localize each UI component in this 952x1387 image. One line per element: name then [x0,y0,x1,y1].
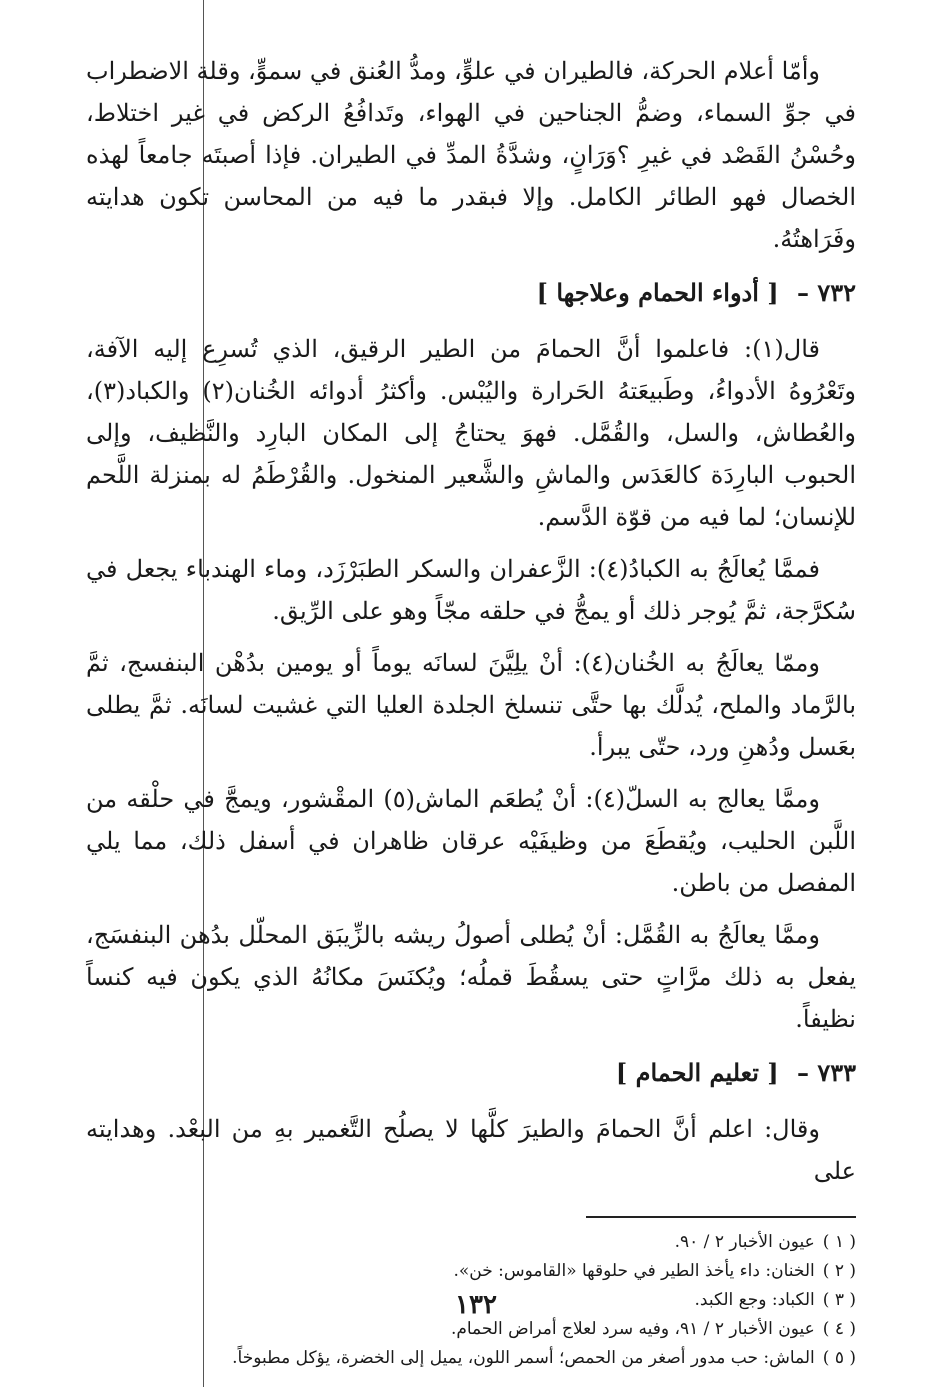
paragraph-flight-signs: وأمّا أعلام الحركة، فالطيران في علوٍّ، ومدُّ العُنق في سموٍّ، وقلة الاضطراب في جوِّ السماء، وضمُّ الجناحين في الهواء، وتَدافُعُ الركض في غير اختلاط، وحُسْنُ القَصْد في غيرِ ؟وَرَانٍ، وشدَّةُ المدِّ في الطيران. فإذا أصبتَه جامعاً لهذه الخصال فهو الطائر الكامل. وإلا فبقدر ما فيه من المحاسن تكون هدايته وفَرَاهتُهُ. [86,57,856,253]
section-title: [ أدواء الحمام وعلاجها ] [536,278,779,307]
footnote: ( ٤ )عيون الأخبار ٢ / ٩١، وفيه سرد لعلاج أمراض الحمام. [450,1319,856,1339]
section-heading-732 [86,272,856,314]
paragraph-sill-treatment: وممَّا يعالج به السلّ(٤): أنْ يُطعَم الماش(٥) المقْشور، ويمجَّ في حلْقه من اللَّبن الحليب، ويُقطَعَ من وظيفَيْه عرقان ظاهران في أسفل ذلك، مما يلي المفصل من باطن. [86,785,856,897]
section-number: ٧٣٢ – [796,278,856,307]
section-heading-733 [86,1052,856,1094]
paragraph-lice-treatment: وممَّا يعالَجُ به القُمَّل: أنْ يُطلى أصولُ ريشه بالزِّيبَق المحلّل بدُهن البنفسَج، يفعل به ذلك مرَّاتٍ حتى يسقُطَ قملُه؛ ويُكنَسَ مكانُهُ الذي يكون فيه كنساً نظيفاً. [86,921,856,1033]
footnote: ( ١ )عيون الأخبار ٢ / ٩٠. [674,1232,856,1252]
paragraph-training: وقال: اعلم أنَّ الحمامَ والطيرَ كلَّها لا يصلُح التَّغمير بهِ من البعْد. وهدايته على [86,1115,856,1185]
paragraph-kubad-treatment: فممَّا يُعالَجُ به الكبادُ(٤): الزَّعفران والسكر الطبَرْزَد، وماء الهندباء يجعل في سُكرَّجة، ثمَّ يُوجر ذلك أو يمجُّ في حلقه مجّاً وهو على الرِّيق. [86,555,856,625]
section-number: ٧٣٣ – [796,1058,856,1087]
paragraph-diseases: قال(١): فاعلموا أنَّ الحمامَ من الطير الرقيق، الذي تُسرِع إليه الآفة، وتَعْرُوهُ الأدواءُ، وطَبيعَتهُ الحَرارة واليُبْس. وأكثرُ أدوائه الخُنان(٢) والكباد(٣)، والعُطاش، والسل، والقُمَّل. فهوَ يحتاجُ إلى المكان البارِد والنَّظيف، وإلى الحبوب البارِدَة كالعَدَس والماشِ والشَّعير المنخول. والقُرْطَمُ له بمنزلة اللَّحم للإنسان؛ لما فيه من قوّة الدَّسم. [86,335,857,531]
footnote: ( ٢ )الخنان: داء يأخذ الطير في حلوقها «القاموس: خن». [453,1261,856,1281]
footnote-divider [586,1216,856,1218]
page-number: ١٣٢ [455,1290,497,1320]
footnote: ( ٥ )الماش: حب مدور أصغر من الحمص؛ أسمر اللون، يميل إلى الخضرة، يؤكل مطبوخاً. [232,1348,856,1368]
section-title: [ تعليم الحمام ] [615,1058,779,1087]
page-body [86,50,856,1373]
footnote: ( ٣ )الكباد: وجع الكبد. [694,1290,856,1310]
paragraph-khunan-treatment: وممّا يعالَجُ به الخُنان(٤): أنْ يلِيَّنَ لسانَه يوماً أو يومين بدُهْن البنفسج، ثمَّ بالرَّماد والملح، يُدلَّك بها حتَّى تنسلخ الجلدة العليا التي غشيت لسانَه. ثمَّ يطلى بعَسل ودُهنِ ورد، حتّى يبرأ. [86,649,856,761]
